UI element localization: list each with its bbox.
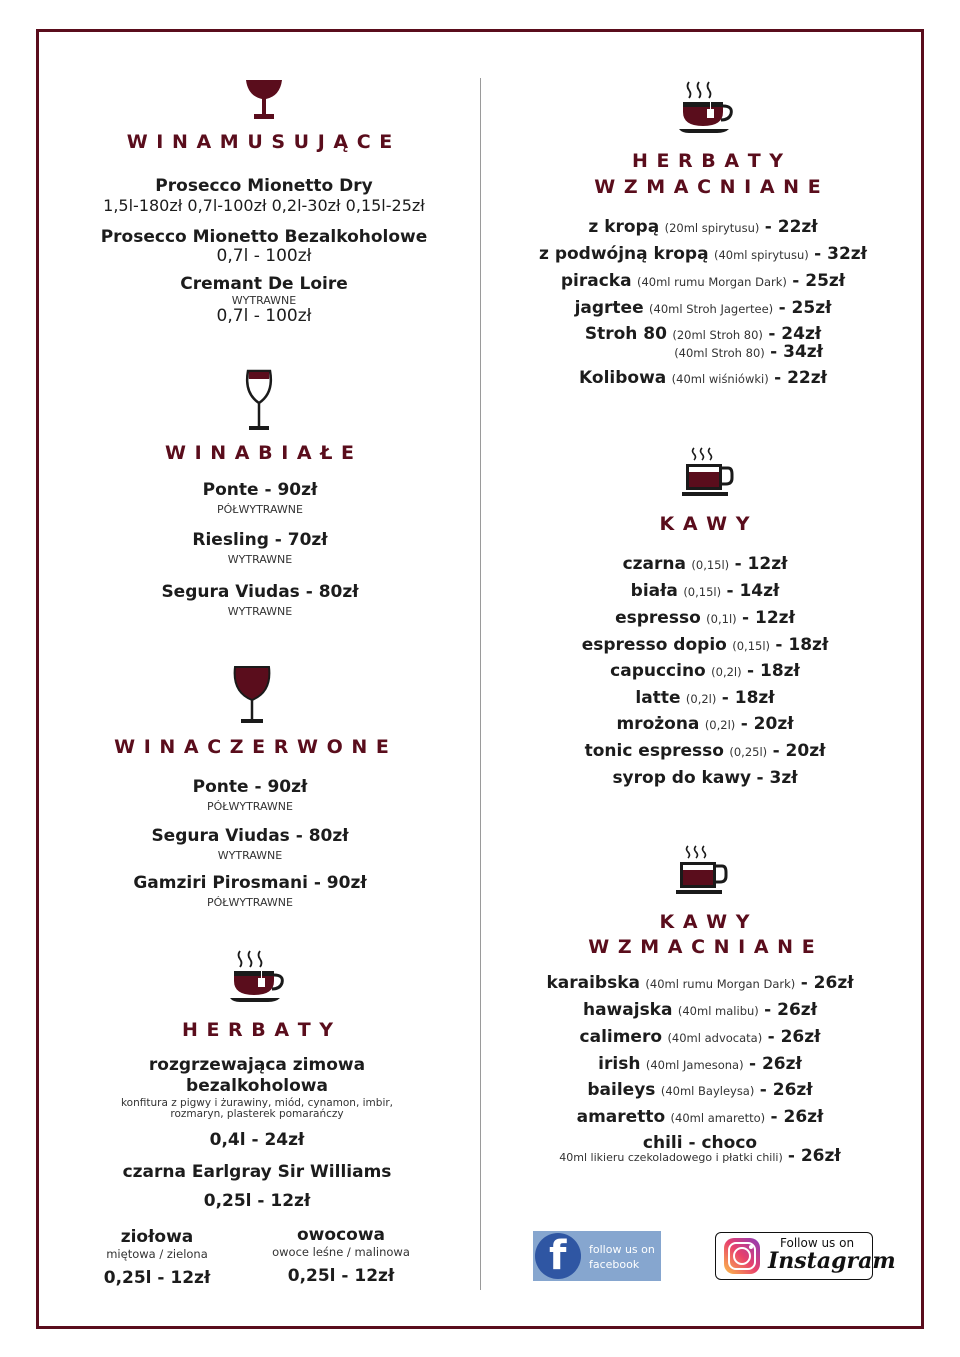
winter-tea-name-line2: bezalkoholowa (186, 1076, 328, 1096)
strong-tea-item-detail: (40ml Stroh 80) (674, 346, 765, 360)
coffee-cup-icon (674, 844, 730, 898)
strong-tea-item-row (503, 271, 903, 291)
coffee-item-price: - 20zł (740, 714, 794, 734)
strong-coffee-item-row (500, 1080, 900, 1100)
coffee-item-name: espresso dopio (581, 635, 727, 655)
strong-coffee-item-detail: (40ml amaretto) (670, 1111, 766, 1125)
strong-tea-item-name: Stroh 80 (584, 324, 667, 344)
coffee-item-price: - 18zł (775, 635, 829, 655)
prosecco-dry-name: Prosecco Mionetto Dry (155, 176, 373, 196)
coffee-item-price: - 12zł (734, 554, 788, 574)
red-wine-3-name: Gamziri Pirosmani - 90zł (133, 873, 367, 893)
coffee-item-price: - 20zł (772, 741, 826, 761)
strong-coffee-item-price: - 26zł (748, 1054, 802, 1074)
chili-choco-detail: 40ml likieru czekoladowego i płatki chili) (559, 1151, 783, 1164)
coffee-item-row (505, 688, 905, 708)
coffee-item-price: - 3zł (756, 768, 798, 788)
coffee-item-detail: (0,2l) (704, 718, 736, 732)
coffee-item-name: espresso (615, 608, 701, 628)
prosecco-bezalk-price: 0,7l - 100zł (216, 246, 312, 266)
prosecco-dry-prices: 1,5l-180zł 0,7l-100zł 0,2l-30zł 0,15l-25zł (103, 196, 425, 215)
red-wine-glass-icon (232, 664, 272, 726)
strong-coffee-item-price: - 26zł (770, 1107, 824, 1127)
coffee-item-row (505, 554, 905, 574)
coffee-item-name: capuccino (610, 661, 706, 681)
strong-tea-item-detail: (40ml spirytusu) (713, 248, 809, 262)
strong-coffee-item-name: hawajska (582, 1000, 673, 1020)
strong-tea-item-price: - 34zł (770, 342, 823, 362)
white-wine-3-type: WYTRAWNE (227, 605, 293, 618)
white-wine-2-type: WYTRAWNE (227, 553, 293, 566)
white-wine-2-name: Riesling - 70zł (192, 530, 328, 550)
strong-tea-item-row (503, 217, 903, 237)
earlgray-name: czarna Earlgray Sir Williams (122, 1162, 392, 1182)
herbal-tea-price: 0,25l - 12zł (103, 1268, 211, 1288)
strong-coffee-item-name: calimero (579, 1027, 663, 1047)
herbal-tea-name: ziołowa (120, 1227, 194, 1247)
coffee-item-price: - 18zł (721, 688, 775, 708)
coffee-item-detail: (0,15l) (691, 558, 730, 572)
red-wine-heading: W I N A C Z E R W O N E (114, 736, 390, 758)
coffee-item-detail: (0,15l) (683, 585, 722, 599)
white-wine-1-type: PÓŁWYTRAWNE (217, 503, 303, 516)
strong-coffee-item-detail: (40ml malibu) (677, 1004, 759, 1018)
strong-coffee-item-detail: (40ml Bayleysa) (660, 1084, 755, 1098)
strong-tea-item-name: jagrtee (574, 298, 644, 318)
red-wine-2-name: Segura Viudas - 80zł (151, 826, 349, 846)
strong-tea-item-price: - 22zł (774, 368, 827, 388)
coffee-item-name: biała (630, 581, 678, 601)
earlgray-price: 0,25l - 12zł (203, 1191, 311, 1211)
tea-cup-icon (679, 78, 737, 136)
strong-coffee-item-name: baileys (587, 1080, 656, 1100)
winter-tea-desc-line1: konfitura z pigwy i żurawiny, miód, cynamon, imbir, (120, 1097, 394, 1109)
strong-tea-item-row (503, 244, 903, 264)
tea-heading: H E R B A T Y (181, 1019, 335, 1041)
strong-tea-item-detail: (20ml spirytusu) (664, 221, 760, 235)
coffee-item-name: latte (635, 688, 681, 708)
red-wine-1-name: Ponte - 90zł (192, 777, 308, 797)
coffee-item-row (505, 581, 905, 601)
prosecco-bezalk-name: Prosecco Mionetto Bezalkoholowe (100, 227, 428, 247)
facebook-line1: follow us on (589, 1243, 655, 1256)
chili-choco-price: - 26zł (787, 1146, 841, 1166)
fruit-tea-price: 0,25l - 12zł (287, 1266, 395, 1286)
strong-tea-item-row (503, 368, 903, 388)
white-wine-3-name: Segura Viudas - 80zł (161, 582, 359, 602)
strong-tea-item-name: z podwójną kropą (539, 244, 709, 264)
strong-tea-item-price: - 24zł (768, 324, 822, 344)
strong-tea-item-row (547, 342, 823, 362)
cremant-price: 0,7l - 100zł (216, 306, 312, 326)
coffee-item-detail: (0,15l) (732, 639, 771, 653)
strong-coffee-item-row (500, 973, 900, 993)
strong-coffee-item-detail: (40ml Jamesona) (645, 1058, 744, 1072)
strong-tea-item-price: - 32zł (814, 244, 867, 264)
red-wine-2-type: WYTRAWNE (217, 849, 283, 862)
coffee-item-detail: (0,2l) (685, 692, 717, 706)
coffee-item-price: - 18zł (747, 661, 800, 681)
coffee-item-row (505, 608, 905, 628)
coffee-heading: K A W Y (659, 513, 751, 535)
coffee-item-row (505, 714, 905, 734)
strong-tea-item-detail: (40ml wiśniówki) (671, 372, 769, 386)
winter-tea-name-line1: rozgrzewająca zimowa (148, 1055, 366, 1075)
coffee-item-name: syrop do kawy (612, 768, 752, 788)
strong-coffee-item-price: - 26zł (767, 1027, 821, 1047)
strong-tea-item-name: z kropą (588, 217, 660, 237)
strong-coffee-item-row (500, 1054, 900, 1074)
strong-coffee-heading-line1: K A W Y (659, 911, 751, 933)
facebook-follow-button[interactable] (533, 1231, 661, 1281)
strong-tea-item-row (503, 298, 903, 318)
strong-coffee-item-name: irish (598, 1054, 641, 1074)
facebook-line2: facebook (589, 1258, 640, 1271)
instagram-line1: Follow us on (780, 1236, 855, 1250)
facebook-icon: f (535, 1233, 581, 1279)
instagram-follow-button[interactable] (715, 1232, 896, 1280)
strong-tea-item-detail: (40ml Stroh Jagertee) (649, 302, 774, 316)
coffee-item-detail: (0,1l) (706, 612, 737, 626)
strong-tea-item-row (503, 324, 903, 344)
strong-tea-heading-line2: W Z M A C N I A N E (594, 176, 822, 198)
winter-tea-desc-line2: rozmaryn, plasterek pomarańczy (170, 1108, 344, 1120)
strong-tea-item-detail: (20ml Stroh 80) (672, 328, 763, 342)
strong-tea-item-price: - 25zł (778, 298, 832, 318)
cremant-name: Cremant De Loire (180, 274, 348, 294)
strong-tea-item-detail: (40ml rumu Morgan Dark) (636, 275, 787, 289)
coffee-item-name: tonic espresso (584, 741, 724, 761)
facebook-follow-text (589, 1242, 655, 1272)
red-wine-1-type: PÓŁWYTRAWNE (207, 800, 293, 813)
column-divider (480, 78, 481, 1290)
strong-coffee-item-price: - 26zł (800, 973, 854, 993)
strong-coffee-item-name: amaretto (576, 1107, 666, 1127)
strong-tea-item-name: Kolibowa (579, 368, 667, 388)
strong-coffee-item-row (500, 1000, 900, 1020)
coffee-item-detail: (0,25l) (729, 745, 768, 759)
chili-choco-line (540, 1146, 860, 1166)
fruit-tea-sub: owoce leśne / malinowa (272, 1245, 410, 1259)
coffee-item-row (505, 768, 905, 788)
instagram-line2: Instagram (768, 1248, 896, 1274)
coffee-item-price: - 14zł (726, 581, 780, 601)
strong-coffee-item-detail: (40ml advocata) (667, 1031, 763, 1045)
strong-coffee-item-row (500, 1027, 900, 1047)
winter-tea-price: 0,4l - 24zł (209, 1130, 305, 1150)
strong-coffee-item-price: - 26zł (759, 1080, 813, 1100)
strong-coffee-item-price: - 26zł (764, 1000, 818, 1020)
strong-tea-item-price: - 22zł (764, 217, 818, 237)
red-wine-3-type: PÓŁWYTRAWNE (207, 896, 293, 909)
coffee-item-name: czarna (622, 554, 686, 574)
white-wine-glass-icon (244, 369, 274, 433)
champagne-glass-icon (244, 78, 284, 122)
strong-tea-item-price: - 25zł (792, 271, 846, 291)
sparkling-wine-heading: W I N A M U S U J Ą C E (126, 131, 394, 153)
tea-cup-icon (230, 947, 288, 1005)
herbal-tea-sub: miętowa / zielona (106, 1247, 208, 1261)
coffee-item-row (505, 741, 905, 761)
white-wine-heading: W I N A B I A Ł E (165, 442, 355, 464)
fruit-tea-name: owocowa (297, 1225, 385, 1245)
white-wine-1-name: Ponte - 90zł (202, 480, 318, 500)
instagram-icon (724, 1238, 760, 1274)
strong-coffee-item-name: karaibska (546, 973, 640, 993)
strong-tea-heading-line1: H E R B A T Y (631, 150, 785, 172)
coffee-item-row (505, 635, 905, 655)
chili-choco-name: chili - choco (642, 1133, 758, 1153)
cremant-type: WYTRAWNE (231, 294, 297, 307)
strong-tea-item-name: piracka (560, 271, 632, 291)
strong-coffee-item-row (500, 1107, 900, 1127)
strong-coffee-heading-line2: W Z M A C N I A N E (588, 936, 816, 958)
coffee-item-name: mrożona (616, 714, 700, 734)
strong-coffee-item-detail: (40ml rumu Morgan Dark) (645, 977, 796, 991)
coffee-item-price: - 12zł (742, 608, 795, 628)
coffee-cup-icon (680, 446, 736, 500)
coffee-item-detail: (0,2l) (711, 665, 742, 679)
coffee-item-row (505, 661, 905, 681)
